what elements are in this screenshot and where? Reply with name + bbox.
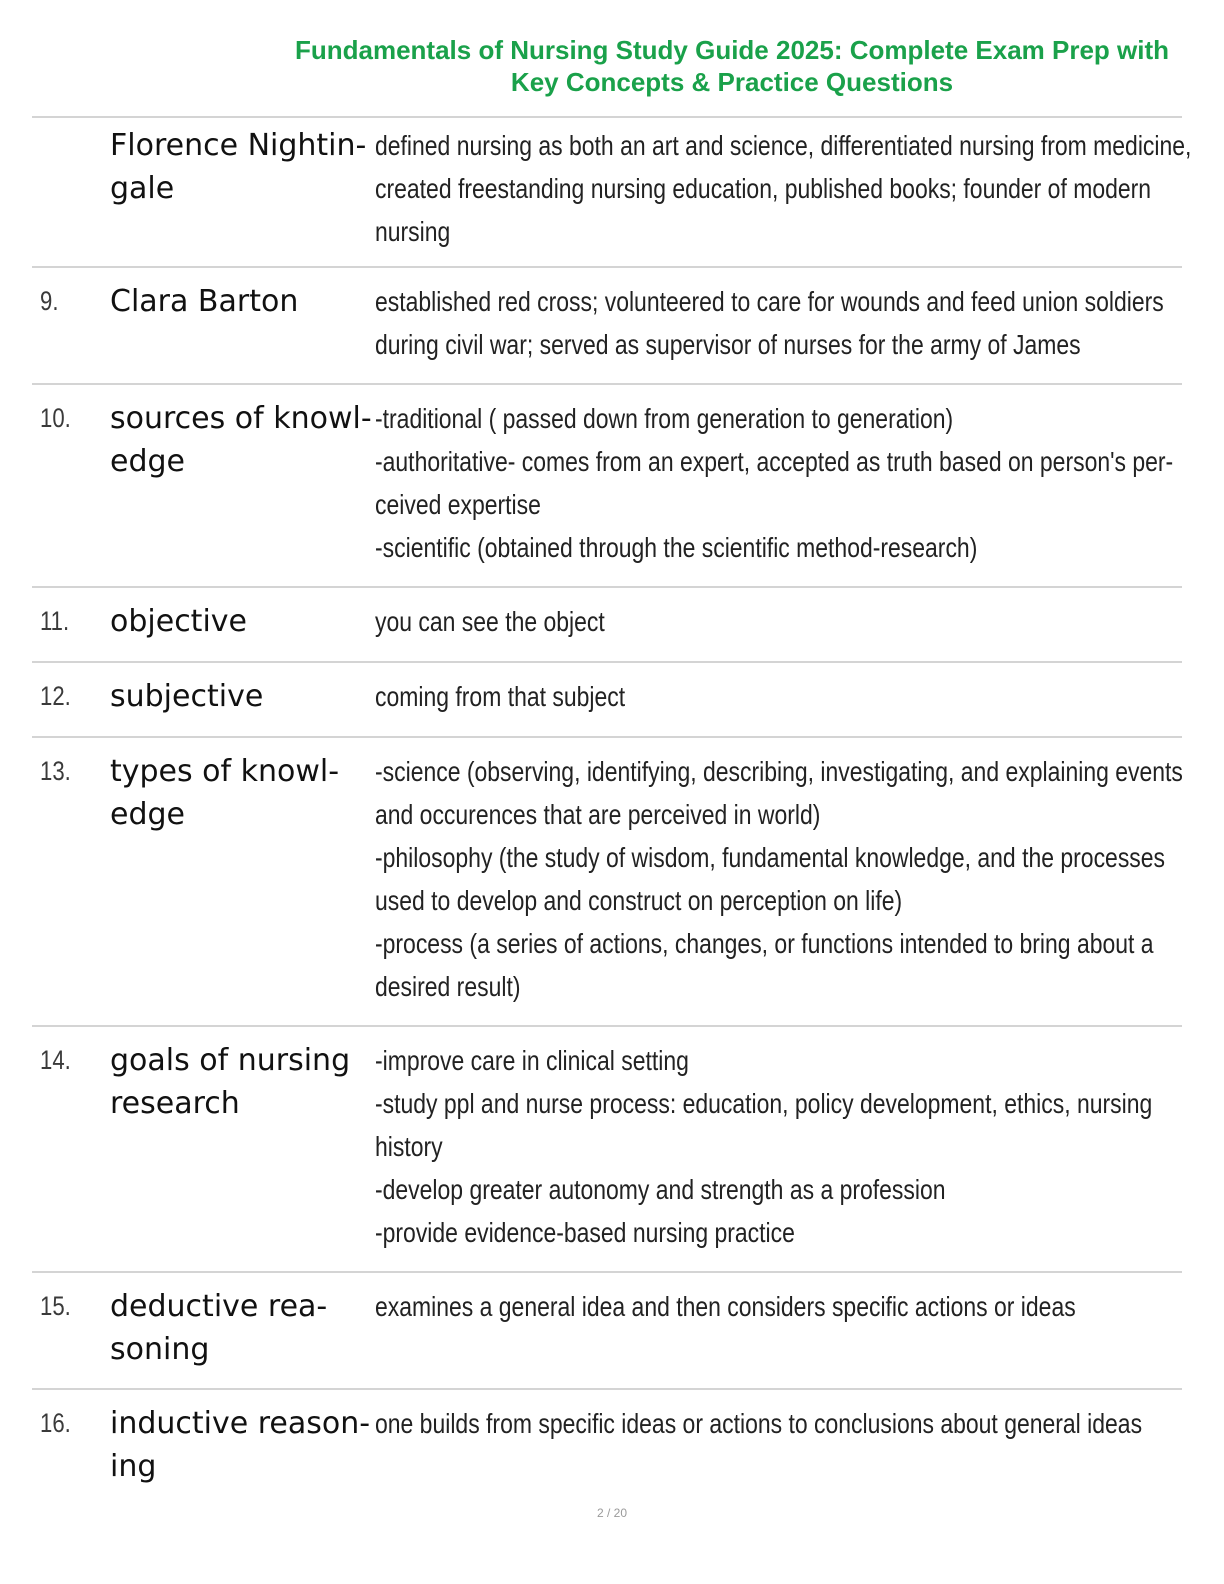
definition-line: ceived expertise [375,489,541,520]
entry-term [110,1285,380,1371]
term-line: gale [110,171,175,206]
flashcard-row [32,1273,1182,1390]
term-line: goals of nursing [110,1043,351,1078]
entry-number: 15. [40,1291,71,1321]
definition-line: -traditional ( passed down from generation to generation) [375,403,954,434]
definition-line: one builds from specific ideas or actions to conclusions about general ideas [375,1408,1143,1439]
definition-line: -improve care in clinical setting [375,1045,689,1076]
definition-line: used to develop and construct on perception on life) [375,885,903,916]
definition-line: history [375,1131,443,1162]
term-line: inductive reason- [110,1406,371,1441]
flashcard-row [32,1027,1182,1273]
entry-definition [375,600,1179,643]
definition-line: coming from that subject [375,681,626,712]
entry-term [110,1402,380,1488]
term-line: edge [110,444,185,479]
entry-definition [375,675,1179,718]
document-title [262,34,1202,98]
entry-term [110,124,380,210]
term-line: deductive rea- [110,1289,328,1324]
entry-number: 11. [40,606,70,636]
definition-line: you can see the object [375,606,605,637]
definition-line: -process (a series of actions, changes, or functions intended to bring about a [375,928,1154,959]
entry-term [110,600,380,643]
definition-line: desired result) [375,971,521,1002]
term-line: research [110,1086,240,1121]
entry-definition [375,750,1183,1008]
term-line: Florence Nightin- [110,128,367,163]
definition-line: during civil war; served as supervisor of nurses for the army of James [375,329,1081,360]
entry-definition [375,124,1192,253]
entry-number: 16. [40,1408,71,1438]
definition-line: -science (observing, identifying, describing, investigating, and explaining events [375,756,1183,787]
definition-line: established red cross; volunteered to care for wounds and feed union soldiers [375,286,1164,317]
entry-term [110,1039,380,1125]
flashcard-row [32,118,1192,268]
flashcard-list [32,116,1192,1500]
definition-line: defined nursing as both an art and science, differentiated nursing from medicine, [375,130,1192,161]
entry-definition [375,1402,1179,1445]
page-indicator: 2 / 20 [596,1506,628,1520]
definition-line: -scientific (obtained through the scientific method-research) [375,532,978,563]
entry-definition [375,280,1179,366]
definition-line: nursing [375,216,451,247]
flashcard-row [32,588,1182,663]
entry-definition [375,397,1179,569]
entry-number: 14. [40,1045,71,1075]
term-line: subjective [110,679,264,714]
term-line: ing [110,1449,157,1484]
flashcard-row [32,738,1182,1027]
flashcard-row [32,268,1182,385]
definition-line: and occurences that are perceived in world) [375,799,821,830]
definition-line: -philosophy (the study of wisdom, fundamental knowledge, and the processes [375,842,1166,873]
term-line: sources of knowl- [110,401,372,436]
flashcard-row [32,1390,1182,1500]
entry-definition [375,1039,1179,1254]
term-line: soning [110,1332,210,1367]
definition-line: -develop greater autonomy and strength as a profession [375,1174,946,1205]
entry-term [110,397,380,483]
definition-line: created freestanding nursing education, published books; founder of modern [375,173,1152,204]
term-line: types of knowl- [110,754,340,789]
entry-definition [375,1285,1179,1328]
term-line: objective [110,604,247,639]
entry-number: 13. [40,756,71,786]
title-line-1: Fundamentals of Nursing Study Guide 2025: Complete Exam Prep with [294,35,1170,65]
term-line: Clara Barton [110,284,299,319]
title-line-2: Key Concepts & Practice Questions [510,67,954,97]
definition-line: -study ppl and nurse process: education, policy development, ethics, nursing [375,1088,1153,1119]
term-line: edge [110,797,185,832]
entry-term [110,750,380,836]
entry-term [110,675,380,718]
flashcard-row [32,385,1182,588]
definition-line: examines a general idea and then considers specific actions or ideas [375,1291,1076,1322]
entry-number: 9. [40,286,59,316]
flashcard-row [32,663,1182,738]
entry-number: 12. [40,681,71,711]
entry-term [110,280,380,323]
entry-number: 10. [40,403,71,433]
definition-line: -provide evidence-based nursing practice [375,1217,795,1248]
definition-line: -authoritative- comes from an expert, accepted as truth based on person's per- [375,446,1174,477]
